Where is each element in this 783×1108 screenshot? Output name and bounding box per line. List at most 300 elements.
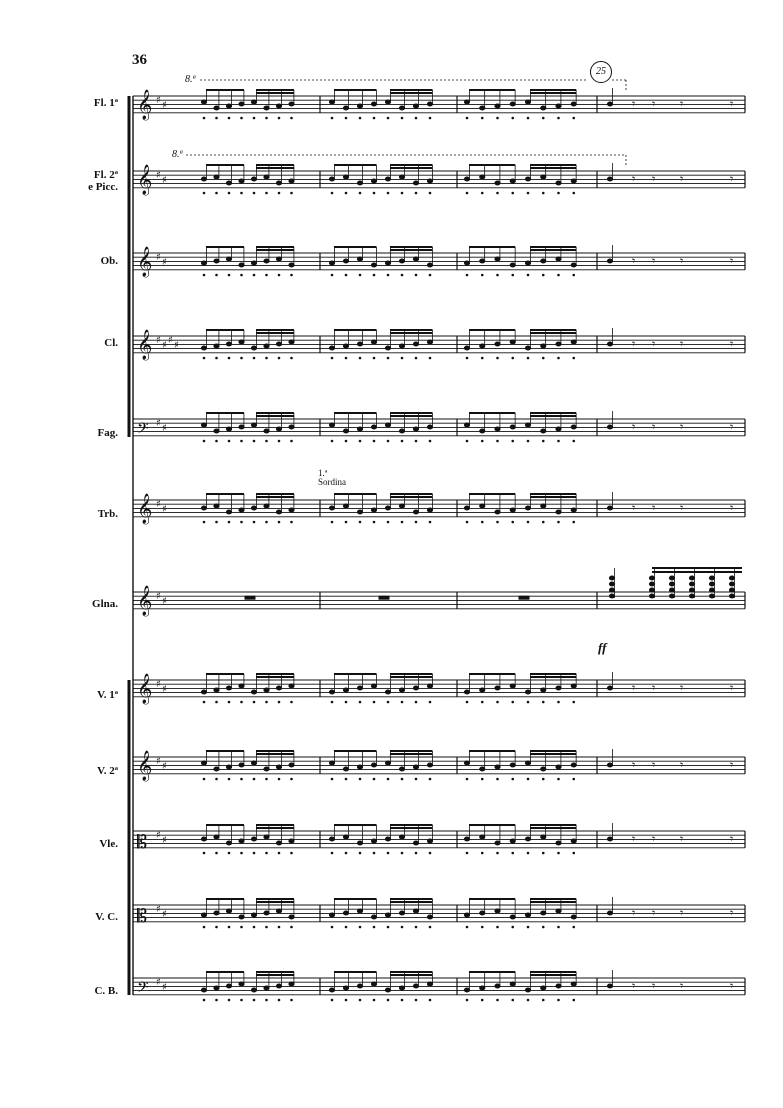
staccato-dot — [415, 999, 417, 1001]
eighth-rest: 𝄾 — [730, 906, 734, 920]
instrument-label-violin2: V. 2ª — [97, 765, 118, 777]
notehead — [201, 761, 206, 765]
notehead — [289, 263, 294, 267]
staccato-dot — [253, 357, 255, 359]
notehead — [239, 915, 244, 919]
chord-note — [689, 582, 694, 586]
notehead — [289, 425, 294, 429]
key-sharp: ♯ — [162, 835, 167, 846]
key-sharp: ♯ — [156, 830, 161, 841]
notehead — [385, 177, 390, 181]
staccato-dot — [481, 778, 483, 780]
staccato-dot — [481, 192, 483, 194]
staccato-dot — [512, 274, 514, 276]
notehead — [226, 181, 231, 185]
staccato-dot — [497, 274, 499, 276]
clef: 𝄞 — [137, 586, 153, 616]
staccato-dot — [331, 357, 333, 359]
staccato-dot — [512, 192, 514, 194]
staccato-dot — [558, 521, 560, 523]
notehead — [399, 986, 404, 990]
eighth-rest: 𝄾 — [680, 681, 684, 695]
notehead — [495, 510, 500, 514]
staccato-dot — [203, 192, 205, 194]
notehead — [251, 100, 256, 104]
notehead — [385, 988, 390, 992]
staccato-dot — [429, 117, 431, 119]
notehead — [251, 913, 256, 917]
staccato-dot — [359, 926, 361, 928]
notehead — [251, 177, 256, 181]
staccato-dot — [481, 440, 483, 442]
staccato-dot — [291, 117, 293, 119]
notehead — [264, 911, 269, 915]
notehead — [226, 909, 231, 913]
notehead — [399, 344, 404, 348]
key-sharp: ♯ — [156, 335, 161, 346]
staccato-dot — [573, 926, 575, 928]
staccato-dot — [241, 440, 243, 442]
staccato-dot — [481, 926, 483, 928]
notehead — [276, 909, 281, 913]
eighth-rest: 𝄾 — [680, 97, 684, 111]
notehead — [201, 988, 206, 992]
notehead — [239, 263, 244, 267]
notehead — [541, 504, 546, 508]
staccato-dot — [228, 852, 230, 854]
notehead — [571, 839, 576, 843]
instrument-label-viola: Vle. — [99, 838, 118, 850]
notehead — [571, 508, 576, 512]
notes — [201, 88, 742, 1001]
staccato-dot — [345, 117, 347, 119]
notehead — [541, 259, 546, 263]
notehead — [413, 765, 418, 769]
staccato-dot — [497, 999, 499, 1001]
key-sharp: ♯ — [162, 504, 167, 515]
staccato-dot — [253, 778, 255, 780]
eighth-rest: 𝄾 — [652, 254, 656, 268]
eighth-rest: 𝄾 — [652, 337, 656, 351]
notehead — [464, 423, 469, 427]
staccato-dot — [331, 117, 333, 119]
staccato-dot — [373, 357, 375, 359]
chord-note — [609, 576, 614, 580]
staccato-dot — [542, 521, 544, 523]
notehead — [525, 506, 530, 510]
notehead — [343, 504, 348, 508]
notehead — [289, 340, 294, 344]
staccato-dot — [228, 926, 230, 928]
eighth-rest: 𝄾 — [632, 337, 636, 351]
chord-note — [669, 582, 674, 586]
notehead — [399, 835, 404, 839]
staccato-dot — [241, 926, 243, 928]
staccato-dot — [278, 999, 280, 1001]
notehead — [399, 175, 404, 179]
notehead — [495, 181, 500, 185]
staccato-dot — [527, 701, 529, 703]
staccato-dot — [291, 440, 293, 442]
notehead — [427, 982, 432, 986]
notehead — [413, 909, 418, 913]
notehead — [289, 982, 294, 986]
notehead — [480, 986, 485, 990]
staccato-dot — [291, 852, 293, 854]
chord-note — [669, 594, 674, 598]
clef: 𝄡 — [137, 906, 148, 927]
chord-note — [729, 588, 734, 592]
staccato-dot — [266, 357, 268, 359]
notehead — [201, 506, 206, 510]
notehead — [571, 425, 576, 429]
notehead — [464, 346, 469, 350]
staccato-dot — [331, 521, 333, 523]
staccato-dot — [429, 778, 431, 780]
staccato-dot — [216, 778, 218, 780]
staccato-dot — [331, 999, 333, 1001]
notehead — [399, 504, 404, 508]
staccato-dot — [497, 440, 499, 442]
eighth-rest: 𝄾 — [680, 501, 684, 515]
notehead — [264, 175, 269, 179]
staccato-dot — [527, 274, 529, 276]
notehead — [413, 841, 418, 845]
staccato-dot — [266, 440, 268, 442]
notehead — [289, 508, 294, 512]
staccato-dot — [373, 274, 375, 276]
staccato-dot — [203, 852, 205, 854]
key-sharp: ♯ — [174, 340, 179, 351]
notehead — [525, 177, 530, 181]
clef: 𝄞 — [137, 90, 153, 120]
staccato-dot — [345, 274, 347, 276]
staccato-dot — [527, 117, 529, 119]
notehead — [399, 767, 404, 771]
staccato-dot — [497, 117, 499, 119]
notehead — [495, 257, 500, 261]
notehead — [201, 913, 206, 917]
key-sharp: ♯ — [162, 257, 167, 268]
eighth-rest: 𝄾 — [730, 337, 734, 351]
notehead — [541, 835, 546, 839]
notehead — [201, 177, 206, 181]
eighth-rest: 𝄾 — [680, 979, 684, 993]
notehead — [525, 690, 530, 694]
notehead — [541, 344, 546, 348]
key-sharp: ♯ — [156, 95, 161, 106]
whole-rest — [245, 596, 255, 599]
staccato-dot — [359, 521, 361, 523]
staccato-dot — [373, 117, 375, 119]
staccato-dot — [573, 274, 575, 276]
staccato-dot — [466, 117, 468, 119]
staccato-dot — [415, 274, 417, 276]
notehead — [510, 340, 515, 344]
notehead — [329, 506, 334, 510]
eighth-rest: 𝄾 — [632, 979, 636, 993]
staccato-dot — [497, 192, 499, 194]
staccato-dot — [558, 117, 560, 119]
notehead — [264, 106, 269, 110]
notehead — [607, 837, 612, 841]
staccato-dot — [373, 701, 375, 703]
notehead — [251, 988, 256, 992]
notehead — [556, 342, 561, 346]
staccato-dot — [216, 521, 218, 523]
notehead — [510, 425, 515, 429]
notehead — [571, 915, 576, 919]
notehead — [264, 767, 269, 771]
notehead — [239, 684, 244, 688]
notehead — [343, 429, 348, 433]
staccato-dot — [203, 274, 205, 276]
notehead — [276, 765, 281, 769]
staccato-dot — [542, 440, 544, 442]
notehead — [510, 763, 515, 767]
staccato-dot — [415, 192, 417, 194]
notehead — [413, 427, 418, 431]
staccato-dot — [291, 778, 293, 780]
staccato-dot — [228, 778, 230, 780]
staccato-dot — [253, 521, 255, 523]
notehead — [371, 915, 376, 919]
notehead — [371, 263, 376, 267]
staccato-dot — [542, 117, 544, 119]
notehead — [226, 427, 231, 431]
notehead — [556, 765, 561, 769]
staccato-dot — [359, 701, 361, 703]
chord-note — [649, 582, 654, 586]
notehead — [607, 425, 612, 429]
staccato-dot — [573, 521, 575, 523]
notehead — [329, 100, 334, 104]
eighth-rest: 𝄾 — [730, 832, 734, 846]
notehead — [226, 104, 231, 108]
staccato-dot — [415, 521, 417, 523]
staccato-dot — [203, 440, 205, 442]
key-sharp: ♯ — [168, 335, 173, 346]
staccato-dot — [216, 926, 218, 928]
notehead — [201, 837, 206, 841]
staccato-dot — [387, 521, 389, 523]
notehead — [399, 688, 404, 692]
key-sharp: ♯ — [162, 761, 167, 772]
notehead — [556, 257, 561, 261]
notehead — [251, 506, 256, 510]
notehead — [427, 684, 432, 688]
notehead — [329, 261, 334, 265]
key-sharp: ♯ — [156, 252, 161, 263]
notehead — [556, 427, 561, 431]
staccato-dot — [253, 274, 255, 276]
notehead — [264, 835, 269, 839]
notehead — [276, 984, 281, 988]
notehead — [525, 346, 530, 350]
staccato-dot — [387, 852, 389, 854]
staccato-dot — [241, 999, 243, 1001]
notehead — [556, 510, 561, 514]
notehead — [264, 259, 269, 263]
notehead — [289, 763, 294, 767]
staccato-dot — [203, 117, 205, 119]
page-number: 36 — [132, 52, 147, 68]
staccato-dot — [331, 852, 333, 854]
notehead — [525, 100, 530, 104]
staccato-dot — [573, 117, 575, 119]
notehead — [413, 510, 418, 514]
notehead — [464, 261, 469, 265]
eighth-rest: 𝄾 — [680, 758, 684, 772]
staccato-dot — [228, 440, 230, 442]
key-sharp: ♯ — [156, 756, 161, 767]
notehead — [201, 261, 206, 265]
staccato-dot — [345, 999, 347, 1001]
notehead — [556, 181, 561, 185]
notehead — [495, 427, 500, 431]
notehead — [214, 835, 219, 839]
chord-note — [709, 576, 714, 580]
staccato-dot — [497, 926, 499, 928]
chord-note — [609, 588, 614, 592]
staccato-dot — [429, 357, 431, 359]
notehead — [571, 982, 576, 986]
notehead — [357, 427, 362, 431]
chord-note — [609, 594, 614, 598]
staccato-dot — [278, 192, 280, 194]
notehead — [510, 684, 515, 688]
staccato-dot — [278, 701, 280, 703]
staccato-dot — [481, 521, 483, 523]
chord-note — [709, 594, 714, 598]
instrument-label-violin1: V. 1ª — [97, 689, 118, 701]
notehead — [413, 686, 418, 690]
instrument-label-contrabass: C. B. — [94, 985, 118, 997]
staccato-dot — [401, 521, 403, 523]
notehead — [214, 986, 219, 990]
staccato-dot — [291, 357, 293, 359]
notehead — [239, 982, 244, 986]
notehead — [251, 346, 256, 350]
notehead — [239, 102, 244, 106]
staccato-dot — [527, 926, 529, 928]
notehead — [385, 346, 390, 350]
notehead — [329, 423, 334, 427]
staccato-dot — [573, 440, 575, 442]
staccato-dot — [228, 701, 230, 703]
staccato-dot — [573, 357, 575, 359]
key-sharp: ♯ — [162, 684, 167, 695]
key-sharp: ♯ — [156, 418, 161, 429]
notehead — [495, 342, 500, 346]
notehead — [525, 837, 530, 841]
staccato-dot — [291, 999, 293, 1001]
notehead — [385, 690, 390, 694]
notehead — [329, 913, 334, 917]
notehead — [329, 177, 334, 181]
staccato-dot — [497, 778, 499, 780]
notehead — [464, 100, 469, 104]
staccato-dot — [241, 701, 243, 703]
notehead — [427, 763, 432, 767]
notehead — [525, 913, 530, 917]
staccato-dot — [387, 778, 389, 780]
eighth-rest: 𝄾 — [652, 979, 656, 993]
notehead — [239, 425, 244, 429]
staccato-dot — [253, 926, 255, 928]
staccato-dot — [573, 852, 575, 854]
staccato-dot — [266, 926, 268, 928]
eighth-rest: 𝄾 — [680, 906, 684, 920]
staccato-dot — [345, 852, 347, 854]
eighth-rest: 𝄾 — [632, 832, 636, 846]
staccato-dot — [542, 852, 544, 854]
key-sharp: ♯ — [156, 591, 161, 602]
staccato-dot — [331, 701, 333, 703]
chord-note — [609, 582, 614, 586]
notehead — [343, 688, 348, 692]
staccato-dot — [253, 852, 255, 854]
staccato-dot — [387, 926, 389, 928]
staccato-dot — [241, 521, 243, 523]
notehead — [480, 175, 485, 179]
staccato-dot — [359, 192, 361, 194]
notehead — [385, 100, 390, 104]
notehead — [571, 684, 576, 688]
notehead — [201, 423, 206, 427]
notehead — [510, 982, 515, 986]
notehead — [607, 686, 612, 690]
staccato-dot — [331, 440, 333, 442]
staccato-dot — [558, 357, 560, 359]
staccato-dot — [216, 192, 218, 194]
notehead — [480, 911, 485, 915]
notehead — [357, 765, 362, 769]
notehead — [214, 429, 219, 433]
notehead — [607, 763, 612, 767]
notehead — [413, 181, 418, 185]
staccato-dot — [558, 701, 560, 703]
notehead — [427, 102, 432, 106]
notehead — [276, 342, 281, 346]
staccato-dot — [359, 778, 361, 780]
notehead — [495, 765, 500, 769]
notehead — [385, 761, 390, 765]
staccato-dot — [558, 852, 560, 854]
staccato-dot — [466, 926, 468, 928]
staccato-dot — [203, 701, 205, 703]
notehead — [357, 686, 362, 690]
staccato-dot — [345, 521, 347, 523]
notehead — [343, 175, 348, 179]
notehead — [329, 761, 334, 765]
rehearsal-mark: 25 — [590, 61, 612, 83]
eighth-rest: 𝄾 — [730, 681, 734, 695]
staccato-dot — [359, 440, 361, 442]
staccato-dot — [481, 274, 483, 276]
instrument-label-glockenspiel: Glna. — [92, 598, 118, 610]
staccato-dot — [241, 192, 243, 194]
staccato-dot — [373, 521, 375, 523]
staccato-dot — [558, 926, 560, 928]
staccato-dot — [266, 701, 268, 703]
notehead — [510, 839, 515, 843]
staccato-dot — [278, 440, 280, 442]
notehead — [399, 106, 404, 110]
key-sharp: ♯ — [162, 100, 167, 111]
notehead — [427, 340, 432, 344]
eighth-rest: 𝄾 — [652, 758, 656, 772]
